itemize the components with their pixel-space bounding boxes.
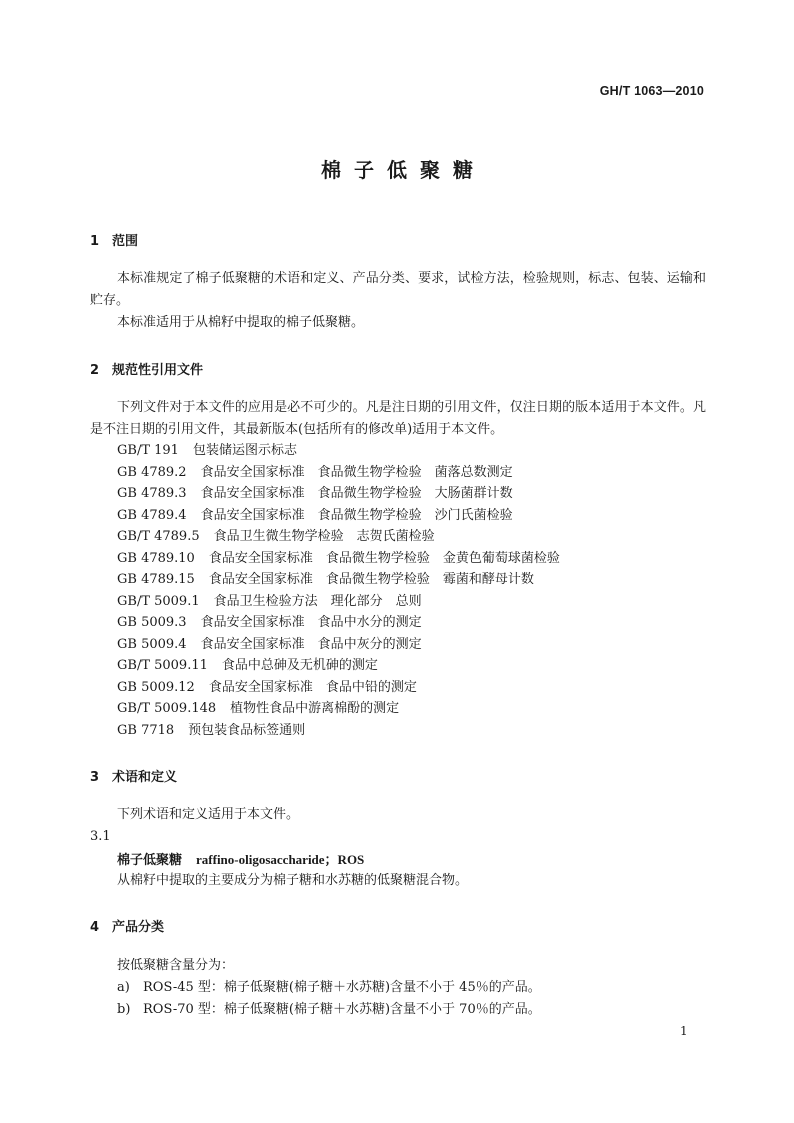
reference-item [117,483,513,505]
page-title: 棉子低聚糖 [321,158,486,182]
reference-title: 包装储运图示标志 [192,443,297,458]
reference-code: GB 4789.3 [117,486,187,501]
term-number: 3.1 [90,829,111,844]
reference-item [117,612,422,634]
reference-item [117,548,560,570]
reference-title: 食品安全国家标准 食品中水分的测定 [200,615,422,630]
reference-item [117,655,378,677]
reference-title: 食品卫生微生物学检验 志贺氏菌检验 [213,529,435,544]
paragraph: 下列术语和定义适用于本文件。 [117,807,300,822]
reference-title: 植物性食品中游离棉酚的测定 [230,701,400,716]
section-number: 1 [90,234,100,249]
reference-code: GB 7718 [117,722,175,738]
reference-title: 食品安全国家标准 食品微生物学检验 菌落总数测定 [200,464,513,480]
section-number: 4 [90,920,100,935]
reference-title: 食品安全国家标准 食品微生物学检验 大肠菌群计数 [200,486,513,501]
reference-title: 食品安全国家标准 食品微生物学检验 沙门氏菌检验 [200,507,513,523]
term-definition: 从棉籽中提取的主要成分为棉子糖和水苏糖的低聚糖混合物。 [117,873,469,888]
reference-item [117,720,305,742]
section-number: 3 [90,770,100,785]
reference-code: GB/T 5009.148 [117,701,217,716]
list-text: ROS-70 型：棉子低聚糖(棉子糖＋水苏糖)含量不小于 70％的产品。 [143,1002,541,1017]
reference-title: 食品卫生检验方法 理化部分 总则 [213,593,422,609]
reference-code: GB 4789.15 [117,572,195,587]
reference-item [117,677,417,699]
section-number: 2 [90,363,100,378]
reference-code: GB/T 5009.1 [117,593,200,609]
reference-title: 预包装食品标签通则 [188,722,306,738]
reference-item [117,440,297,462]
section-title: 范围 [112,234,139,249]
section-2-heading [90,359,203,378]
reference-code: GB 5009.12 [117,679,195,695]
paragraph: 本标准适用于从棉籽中提取的棉子低聚糖。 [117,315,365,330]
reference-title: 食品安全国家标准 食品微生物学检验 金黄色葡萄球菌检验 [208,550,560,566]
reference-item [117,505,513,527]
list-text: ROS-45 型：棉子低聚糖(棉子糖＋水苏糖)含量不小于 45％的产品。 [143,980,541,995]
reference-code: GB 5009.3 [117,615,187,630]
standard-number: GH/T 1063—2010 [599,84,704,98]
list-item [117,999,541,1021]
term-entry [117,849,364,868]
reference-item [117,569,534,591]
reference-item [117,698,399,720]
list-label: a) [117,980,130,995]
section-3-heading [90,766,177,785]
list-label: b) [117,1002,131,1017]
term-chinese: 棉子低聚糖 [117,853,183,868]
reference-title: 食品安全国家标准 食品微生物学检验 霉菌和酵母计数 [208,572,534,587]
reference-code: GB 4789.10 [117,550,195,566]
reference-title: 食品中总砷及无机砷的测定 [221,658,378,673]
section-title: 术语和定义 [112,770,178,785]
reference-code: GB/T 4789.5 [117,529,200,544]
reference-code: GB 4789.4 [117,507,187,523]
reference-item [117,591,422,613]
page-number: 1 [680,1024,688,1038]
reference-title: 食品安全国家标准 食品中灰分的测定 [200,636,422,652]
reference-title: 食品安全国家标准 食品中铅的测定 [208,679,417,695]
paragraph: 按低聚糖含量分为： [117,958,235,973]
list-item [117,977,541,999]
section-4-heading [90,916,164,935]
paragraph: 本标准规定了棉子低聚糖的术语和定义、产品分类、要求，试检方法，检验规则，标志、包装、运输和贮存。 [90,271,706,308]
reference-item [117,462,513,484]
section-title: 产品分类 [112,920,165,935]
reference-item [117,634,422,656]
term-english: raffino-oligosaccharide；ROS [196,852,365,867]
reference-item [117,526,435,548]
section-title: 规范性引用文件 [112,363,204,378]
paragraph: 下列文件对于本文件的应用是必不可少的。凡是注日期的引用文件，仅注日期的版本适用于本文件。凡是不注日期的引用文件，其最新版本(包括所有的修改单)适用于本文件。 [90,400,706,437]
reference-code: GB 5009.4 [117,636,187,652]
reference-code: GB 4789.2 [117,464,187,480]
reference-code: GB/T 191 [117,443,179,458]
reference-code: GB/T 5009.11 [117,658,208,673]
section-1-heading [90,230,138,249]
